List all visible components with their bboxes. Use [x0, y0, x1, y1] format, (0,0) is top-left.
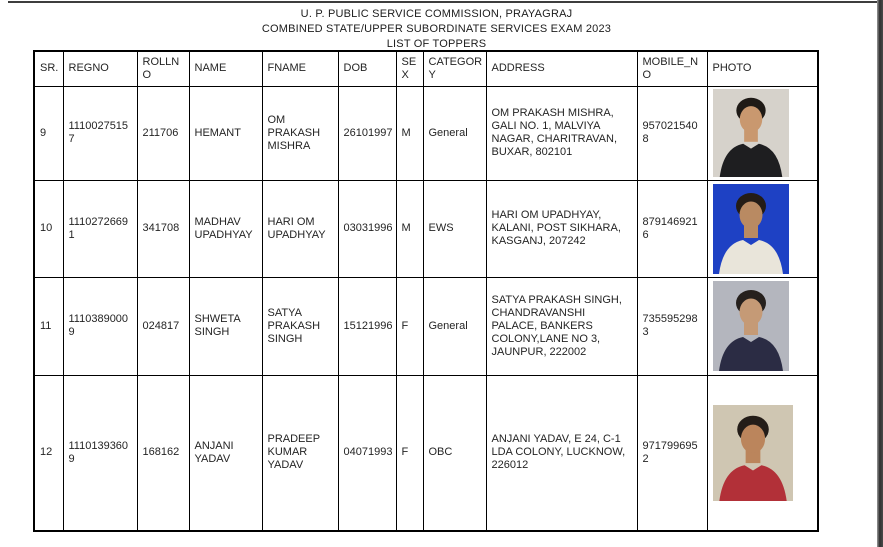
table-row: [34, 375, 818, 531]
cell-photo: [707, 86, 818, 180]
person-silhouette-icon: [713, 405, 793, 501]
candidate-photo: [713, 281, 789, 371]
col-header-category: CATEGORY: [423, 51, 486, 86]
col-header-name: NAME: [189, 51, 262, 86]
cell-category: General: [423, 86, 486, 180]
cell-mobile: 8791469216: [637, 180, 707, 277]
title-list: LIST OF TOPPERS: [386, 38, 487, 50]
cell-category: OBC: [423, 375, 486, 531]
cell-regno: 11102726691: [63, 180, 137, 277]
window-top-edge: [8, 1, 883, 3]
cell-rollno: 211706: [137, 86, 189, 180]
cell-category: General: [423, 277, 486, 375]
person-silhouette-icon: [713, 89, 789, 177]
table-header-row: [34, 51, 818, 86]
cell-sex: M: [396, 180, 423, 277]
cell-sex: M: [396, 86, 423, 180]
col-header-photo: PHOTO: [707, 51, 818, 86]
cell-dob: 26101997: [338, 86, 396, 180]
person-silhouette-icon: [713, 281, 789, 371]
cell-fname: SATYA PRAKASH SINGH: [262, 277, 338, 375]
cell-regno: 11100275157: [63, 86, 137, 180]
candidate-photo: [713, 89, 789, 177]
cell-address: OM PRAKASH MISHRA, GALI NO. 1, MALVIYA NAGAR, CHARITRAVAN, BUXAR, 802101: [486, 86, 637, 180]
cell-rollno: 168162: [137, 375, 189, 531]
cell-fname: HARI OM UPADHYAY: [262, 180, 338, 277]
col-header-fname: FNAME: [262, 51, 338, 86]
cell-sr: 11: [34, 277, 63, 375]
person-silhouette-icon: [713, 184, 789, 274]
cell-dob: 03031996: [338, 180, 396, 277]
toppers-table: [33, 50, 819, 532]
document-header: [0, 7, 873, 52]
cell-sex: F: [396, 375, 423, 531]
cell-address: HARI OM UPADHYAY, KALANI, POST SIKHARA, KASGANJ, 207242: [486, 180, 637, 277]
cell-fname: OM PRAKASH MISHRA: [262, 86, 338, 180]
col-header-dob: DOB: [338, 51, 396, 86]
cell-name: ANJANI YADAV: [189, 375, 262, 531]
window-right-edge: [877, 0, 883, 547]
col-header-regno: REGNO: [63, 51, 137, 86]
cell-name: MADHAV UPADHYAY: [189, 180, 262, 277]
cell-sr: 9: [34, 86, 63, 180]
cell-mobile: 9717996952: [637, 375, 707, 531]
title-commission: U. P. PUBLIC SERVICE COMMISSION, PRAYAGRAJ: [300, 8, 573, 20]
cell-category: EWS: [423, 180, 486, 277]
candidate-photo: [713, 184, 789, 274]
cell-sr: 10: [34, 180, 63, 277]
cell-dob: 04071993: [338, 375, 396, 531]
cell-mobile: 9570215408: [637, 86, 707, 180]
cell-rollno: 341708: [137, 180, 189, 277]
table-row: [34, 180, 818, 277]
candidate-photo: [713, 405, 793, 501]
cell-name: SHWETA SINGH: [189, 277, 262, 375]
cell-mobile: 7355952983: [637, 277, 707, 375]
title-exam: COMBINED STATE/UPPER SUBORDINATE SERVICES EXAM 2023: [261, 23, 612, 35]
cell-photo: [707, 180, 818, 277]
col-header-address: ADDRESS: [486, 51, 637, 86]
cell-regno: 11101393609: [63, 375, 137, 531]
cell-regno: 11103890009: [63, 277, 137, 375]
table-row: [34, 277, 818, 375]
cell-address: SATYA PRAKASH SINGH, CHANDRAVANSHI PALACE, BANKERS COLONY,LANE NO 3, JAUNPUR, 222002: [486, 277, 637, 375]
col-header-mobile: MOBILE_NO: [637, 51, 707, 86]
cell-sex: F: [396, 277, 423, 375]
col-header-sex: SEX: [396, 51, 423, 86]
cell-name: HEMANT: [189, 86, 262, 180]
cell-address: ANJANI YADAV, E 24, C-1 LDA COLONY, LUCKNOW, 226012: [486, 375, 637, 531]
table-row: [34, 86, 818, 180]
cell-sr: 12: [34, 375, 63, 531]
cell-rollno: 024817: [137, 277, 189, 375]
cell-fname: PRADEEP KUMAR YADAV: [262, 375, 338, 531]
cell-dob: 15121996: [338, 277, 396, 375]
col-header-sr: SR.: [34, 51, 63, 86]
col-header-rollno: ROLLNO: [137, 51, 189, 86]
cell-photo: [707, 375, 818, 531]
cell-photo: [707, 277, 818, 375]
